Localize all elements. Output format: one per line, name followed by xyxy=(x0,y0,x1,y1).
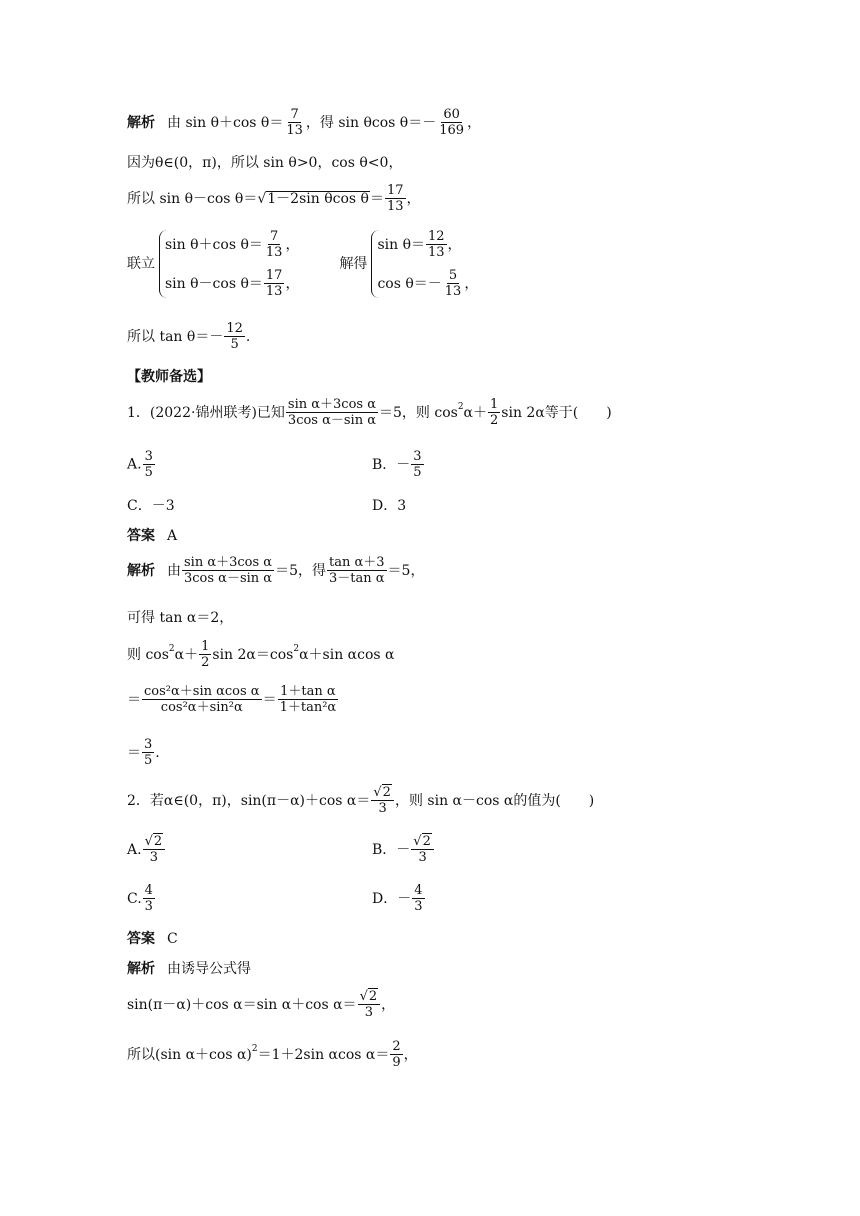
option-c[interactable]: C．－3 xyxy=(127,498,175,514)
fraction: $\frac{60}{169}$ xyxy=(439,107,465,138)
solution-line: 解析 由 sin θ＋cos θ＝ $\frac{7}{13}$ ，得 sin θcos θ＝－ $\frac{60}{169}$ ， xyxy=(127,107,482,138)
text-line: sin(π－α)＋cos α＝sin α＋cos α＝ $\frac{√2}{3}$ ， xyxy=(127,989,396,1020)
option-row xyxy=(127,450,156,479)
option-d[interactable]: D．－ $\frac{4}{3}$ xyxy=(372,883,423,914)
solution-label: 解析 xyxy=(127,114,155,131)
text-line: 则 cos 2 α＋ $\frac{1}{2}$ sin 2α＝cos 2 α＋sin αcos α xyxy=(127,639,395,670)
fraction: $\frac{17}{13}$ xyxy=(386,183,404,214)
option-b[interactable]: B．－ $\frac{3}{5}$ xyxy=(372,449,422,480)
option-d[interactable]: D．3 xyxy=(372,498,407,514)
radical: 1－2sin θcos θ xyxy=(267,191,369,207)
text-line: 所以 sin θ－cos θ＝ √ 1－2sin θcos θ ＝ $\frac{17}{13}$ ， xyxy=(127,183,421,214)
option-c[interactable]: C. $\frac{4}{3}$ xyxy=(127,883,153,914)
option-a[interactable]: A. $\frac{√2}{3}$ xyxy=(127,835,166,864)
text-line: 所以 tan θ＝－ $\frac{12}{5}$ . xyxy=(127,321,251,352)
equation-system: sin θ＝ $\frac{12}{13}$ ， cos θ＝－ $\frac{5}{13}$ ， xyxy=(371,230,478,298)
option-b[interactable]: B．－ $\frac{√2}{3}$ xyxy=(372,835,435,864)
system-line: 联立 sin θ＋cos θ＝ $\frac{7}{13}$ ， sin θ－cos θ＝ $\frac{17}{13}$ ， 解得 sin θ＝ $\frac{12}{13}$ ， cos θ＝－ $\frac{5}{13}$ ， xyxy=(127,229,479,299)
answer-line: 答案 C xyxy=(127,931,178,947)
question-1-stem: 1．(2022·锦州联考)已知 $\frac{\text{sin α＋3cos α}}{\text{3cos α－sin α}}$ ＝5，则 cos 2 α＋ $\frac{1}{2}$ sin 2α等于( ) xyxy=(127,397,612,428)
text-line: 可得 tan α＝2， xyxy=(127,610,234,626)
equation-system: sin θ＋cos θ＝ $\frac{7}{13}$ ， sin θ－cos θ＝ $\frac{17}{13}$ ， xyxy=(159,230,299,298)
text-line: ＝ $\frac{3}{5}$ . xyxy=(127,737,160,768)
option-a[interactable]: A. $\frac{3}{5}$ xyxy=(127,449,153,480)
section-heading: 【教师备选】 xyxy=(127,369,211,385)
answer-line: 答案 A xyxy=(127,528,178,544)
fraction: $\frac{7}{13}$ xyxy=(286,107,303,138)
text-line: ＝ $\frac{\text{cos²α＋sin αcos α}}{\text{cos²α＋sin²α}}$ ＝ $\frac{\text{1＋tan α}}{\text{1＋tan²α}}$ xyxy=(127,684,337,715)
question-2-stem: 2．若α∈(0，π)，sin(π－α)＋cos α＝ $\frac{√2}{3}$ ，则 sin α－cos α的值为( ) xyxy=(127,785,595,816)
solution-line: 解析 由诱导公式得 xyxy=(127,961,251,977)
solution-line: 解析 由 $\frac{\text{sin α＋3cos α}}{\text{3cos α－sin α}}$ ＝5，得 $\frac{\text{tan α＋3}}{\text{3－tan α}}$ ＝5， xyxy=(127,555,425,586)
text-line: 所以(sin α＋cos α) 2 ＝1＋2sin αcos α＝ $\frac{2}{9}$ ， xyxy=(127,1039,418,1070)
text-line: 因为θ∈(0，π)，所以 sin θ>0，cos θ<0， xyxy=(127,155,403,171)
